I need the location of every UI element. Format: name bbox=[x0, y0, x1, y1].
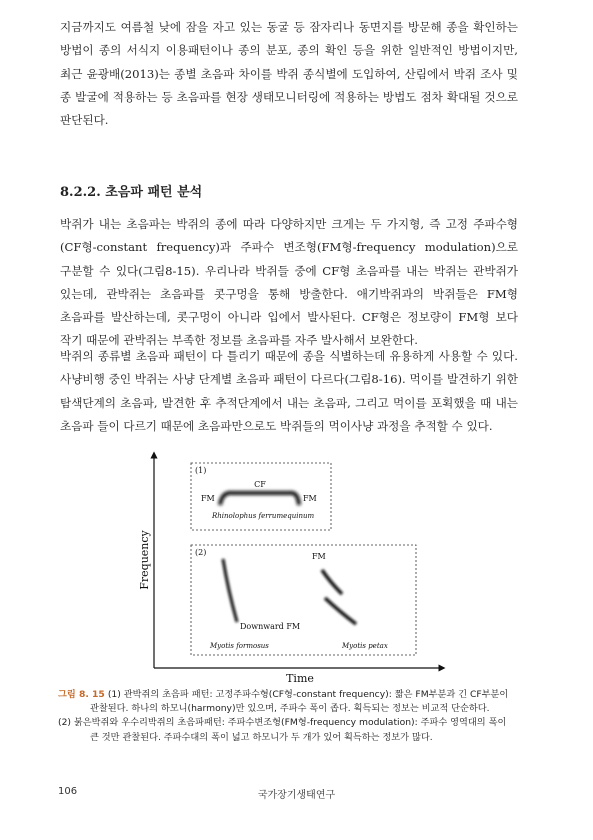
book-title: 국가장기생태연구 bbox=[257, 790, 336, 801]
caption-line-2: 관찰된다. 하나의 하모니(harmony)만 있으며, 주파수 폭이 좁다. 획득되는 정보는 비교적 단순하다. bbox=[90, 703, 490, 715]
panel-2-species-left: Myotis formosus bbox=[210, 642, 269, 650]
paragraph-3: 박쥐의 종류별 초음파 패턴이 다 틀리기 때문에 종을 식별하는데 유용하게 사용할 수 있다. 사냥비행 중인 박쥐는 사냥 단계별 초음파 패턴이 다르다(그림8-16). 먹이를 발견하기 위한 탐색단계의 초음파, 발견한 후 추적단계에서 내는 초음파, 그리고 먹이를 포획했을 때 내는 초음파 들이 다르기 때문에 초음파만으로도 박쥐들의 먹이사냥 과정을 추적할 수 있다. bbox=[60, 349, 518, 433]
panel-2-number: (2) bbox=[195, 548, 207, 557]
x-axis-label: Time bbox=[286, 672, 314, 685]
caption-label: 그림 8. 15 bbox=[58, 689, 105, 700]
fm-left-label: FM bbox=[201, 494, 215, 503]
panel-1-number: (1) bbox=[195, 466, 207, 475]
fm-call-trace-1 bbox=[223, 559, 237, 622]
caption-line-1: (1) 관박쥐의 초음파 패턴: 고정주파수형(CF형-constant frequency): 짧은 FM부분과 긴 CF부분이 bbox=[107, 689, 509, 700]
panel-1-species: Rhinolophus ferrumequinum bbox=[212, 512, 315, 520]
paragraph-1: 지금까지도 여름철 낮에 잠을 자고 있는 동굴 등 잠자리나 동면지를 방문해 종을 확인하는 방법이 종의 서식지 이용패턴이나 종의 분포, 종의 확인 등을 위한 일반적인 방법이지만, 최근 윤광배(2013)는 종별 초음파 차이를 박쥐 종식별에 도입하여, 산림에서 박쥐 조사 및 종 발굴에 적용하는 등 초음파를 현장 생태모니터링에 적용하는 방법도 점차 확대될 것으로 판단된다. bbox=[60, 20, 518, 128]
cf-label: CF bbox=[254, 480, 266, 489]
paragraph-2: 박쥐가 내는 초음파는 박쥐의 종에 따라 다양하지만 크게는 두 가지형, 즉 고정 주파수형(CF형-constant frequency)과 주파수 변조형(FM형-frequency modulation)으로 구분할 수 있다(그림8-15). 우리나라 박쥐들 중에 CF형 초음파를 내는 박쥐는 관박쥐가 있는데, 관박쥐는 초음파를 콧구멍을 통해 방출한다. 애기박쥐과의 박쥐들은 FM형 초음파를 발산하는데, 콧구멍이 아니라 입에서 발사된다. CF형은 정보량이 FM형 보다 작기 때문에 관박쥐는 부족한 정보를 초음파를 자주 발사해서 보완한다. bbox=[60, 217, 518, 348]
panel-2-fm-label: FM bbox=[312, 552, 326, 561]
fm-call-trace-3 bbox=[325, 598, 356, 624]
caption-line-4: 큰 것만 관찰된다. 주파수대의 폭이 넓고 하모니가 두 개가 있어 획득하는 정보가 많다. bbox=[90, 731, 433, 743]
page-number: 106 bbox=[58, 786, 78, 797]
cf-call-trace bbox=[220, 493, 299, 505]
y-axis-label: Frequency bbox=[138, 530, 151, 590]
downward-fm-label: Downward FM bbox=[240, 622, 301, 631]
fm-right-label: FM bbox=[303, 494, 317, 503]
section-heading: 8.2.2. 초음파 패턴 분석 bbox=[60, 185, 203, 200]
figure-caption bbox=[58, 688, 528, 745]
fm-call-trace-2 bbox=[322, 570, 342, 594]
caption-line-3: (2) 붉은박쥐와 우수리박쥐의 초음파패턴: 주파수변조형(FM형-frequency modulation): 주파수 영역대의 폭이 bbox=[58, 717, 507, 729]
panel-2-species-right: Myotis petax bbox=[342, 642, 388, 650]
